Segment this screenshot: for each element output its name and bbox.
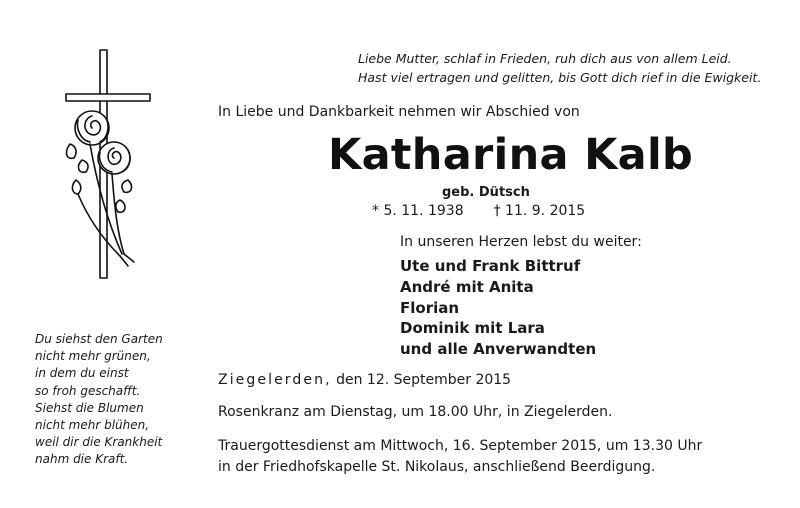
poem-line: Du siehst den Garten (35, 332, 163, 346)
funeral-notice (218, 436, 702, 478)
verse-line: Liebe Mutter, schlaf in Frieden, ruh dich aus von allem Leid. (358, 51, 732, 66)
memorial-verse (358, 49, 761, 87)
poem-line: in dem du einst (35, 366, 129, 381)
hearts-line: In unseren Herzen lebst du weiter: (400, 234, 642, 250)
family-member: Florian (400, 298, 460, 317)
family-list (400, 256, 596, 360)
funeral-line: in der Friedhofskapelle St. Nikolaus, anschließend Beerdigung. (218, 459, 656, 475)
poem-line: so froh geschafft. (35, 383, 141, 398)
town-name: Ziegelerden, (218, 372, 332, 388)
rosary-notice: Rosenkranz am Dienstag, um 18.00 Uhr, in Ziegelerden. (218, 404, 613, 420)
life-dates (372, 203, 585, 219)
deceased-name: Katharina Kalb (328, 130, 694, 180)
notice-date: den 12. September 2015 (331, 372, 512, 388)
poem-line: Siehst die Blumen (35, 400, 144, 415)
memorial-poem (35, 331, 163, 469)
verse-line: Hast viel ertragen und gelitten, bis Gott dich rief in die Ewigkeit. (358, 70, 762, 85)
poem-line: nahm die Kraft. (35, 452, 129, 467)
family-member: und alle Anverwandten (400, 340, 597, 359)
place-date (218, 372, 511, 388)
maiden-name: geb. Dütsch (442, 185, 530, 200)
poem-line: nicht mehr blühen, (35, 418, 150, 433)
death-date: † 11. 9. 2015 (493, 203, 586, 219)
family-member: Ute und Frank Bittruf (400, 257, 581, 275)
funeral-line: Trauergottesdienst am Mittwoch, 16. September 2015, um 13.30 Uhr (218, 438, 703, 454)
cross-with-roses-icon (62, 48, 152, 280)
poem-line: weil dir die Krankheit (35, 435, 163, 450)
farewell-intro: In Liebe und Dankbarkeit nehmen wir Abschied von (218, 104, 580, 120)
family-member: André mit Anita (400, 277, 534, 296)
family-member: Dominik mit Lara (400, 319, 545, 338)
poem-line: nicht mehr grünen, (35, 349, 151, 364)
birth-date: * 5. 11. 1938 (372, 203, 464, 219)
